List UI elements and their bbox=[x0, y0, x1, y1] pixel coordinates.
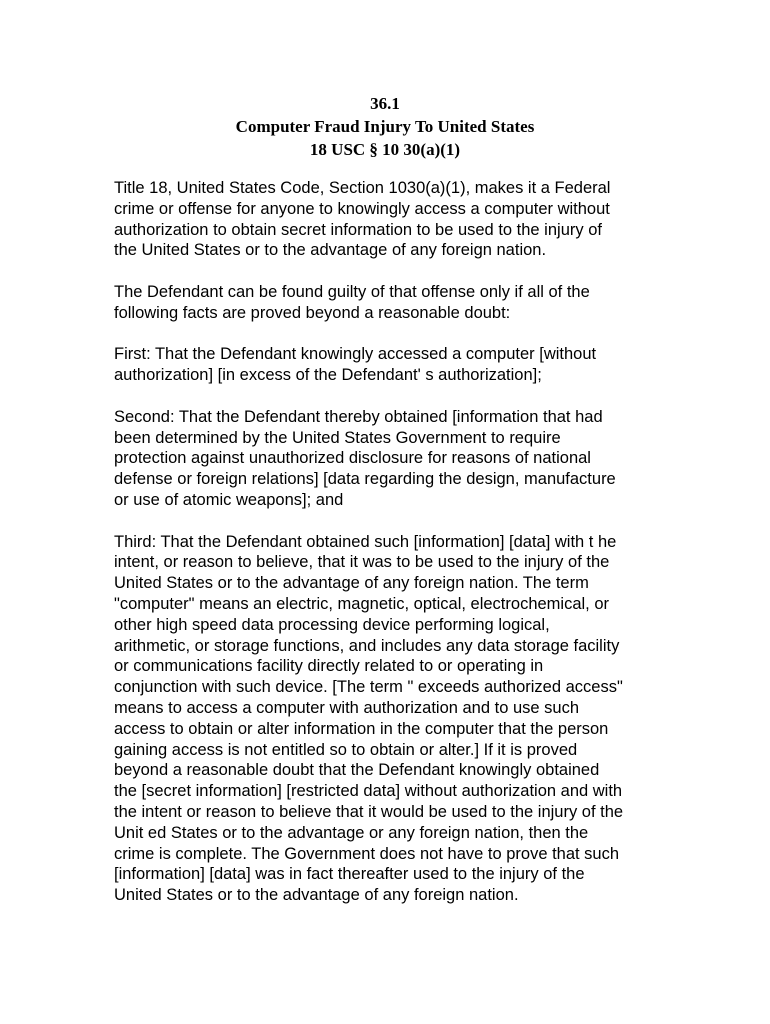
text-line: First: That the Defendant knowingly accessed a computer [without bbox=[114, 345, 597, 364]
paragraph bbox=[114, 282, 674, 324]
text-line: authorization] [in excess of the Defendant' s authorization]; bbox=[114, 366, 542, 385]
paragraph bbox=[114, 532, 674, 906]
text-line: other high speed data processing device performing logical, bbox=[114, 615, 550, 634]
text-line: [information] [data] was in fact thereafter used to the injury of the bbox=[114, 865, 585, 884]
text-line: crime or offense for anyone to knowingly access a computer without bbox=[114, 199, 610, 218]
text-line: beyond a reasonable doubt that the Defendant knowingly obtained bbox=[114, 761, 600, 780]
text-line: Second: That the Defendant thereby obtained [information that had bbox=[114, 407, 603, 426]
text-line: United States or to the advantage of any foreign nation. bbox=[114, 886, 519, 905]
text-line: Third: That the Defendant obtained such [information] [data] with t he bbox=[114, 532, 617, 551]
text-line: crime is complete. The Government does not have to prove that such bbox=[114, 844, 620, 863]
section-title: Computer Fraud Injury To United States bbox=[235, 117, 535, 136]
text-line: United States or to the advantage of any foreign nation. The term bbox=[114, 574, 589, 593]
text-line: authorization to obtain secret information to be used to the injury of bbox=[114, 220, 602, 239]
text-line: means to access a computer with authorization and to use such bbox=[114, 698, 580, 717]
text-line: intent, or reason to believe, that it was to be used to the injury of the bbox=[114, 553, 610, 572]
paragraph bbox=[114, 407, 674, 511]
document-body bbox=[114, 178, 674, 927]
text-line: gaining access is not entitled so to obtain or alter.] If it is proved bbox=[114, 740, 578, 759]
text-line: following facts are proved beyond a reasonable doubt: bbox=[114, 303, 511, 322]
text-line: the [secret information] [restricted data] without authorization and with bbox=[114, 782, 623, 801]
section-number: 36.1 bbox=[370, 94, 400, 113]
text-line: "computer" means an electric, magnetic, optical, electrochemical, or bbox=[114, 594, 610, 613]
paragraph bbox=[114, 178, 674, 261]
statute-citation: 18 USC § 10 30(a)(1) bbox=[309, 140, 461, 159]
text-line: conjunction with such device. [The term " exceeds authorized access" bbox=[114, 678, 623, 697]
text-line: the United States or to the advantage of any foreign nation. bbox=[114, 241, 547, 260]
text-line: defense or foreign relations] [data regarding the design, manufacture bbox=[114, 470, 616, 489]
text-line: protection against unauthorized disclosure for reasons of national bbox=[114, 449, 591, 468]
document-heading bbox=[0, 92, 770, 161]
text-line: the intent or reason to believe that it would be used to the injury of the bbox=[114, 802, 624, 821]
text-line: Title 18, United States Code, Section 1030(a)(1), makes it a Federal bbox=[114, 179, 611, 197]
text-line: or communications facility directly related to or operating in bbox=[114, 657, 544, 676]
text-line: arithmetic, or storage functions, and includes any data storage facility bbox=[114, 636, 620, 655]
text-line: access to obtain or alter information in the computer that the person bbox=[114, 719, 609, 738]
text-line: or use of atomic weapons]; and bbox=[114, 490, 344, 509]
paragraph bbox=[114, 344, 674, 386]
text-line: Unit ed States or to the advantage or any foreign nation, then the bbox=[114, 823, 589, 842]
text-line: The Defendant can be found guilty of that offense only if all of the bbox=[114, 282, 590, 301]
text-line: been determined by the United States Government to require bbox=[114, 428, 561, 447]
